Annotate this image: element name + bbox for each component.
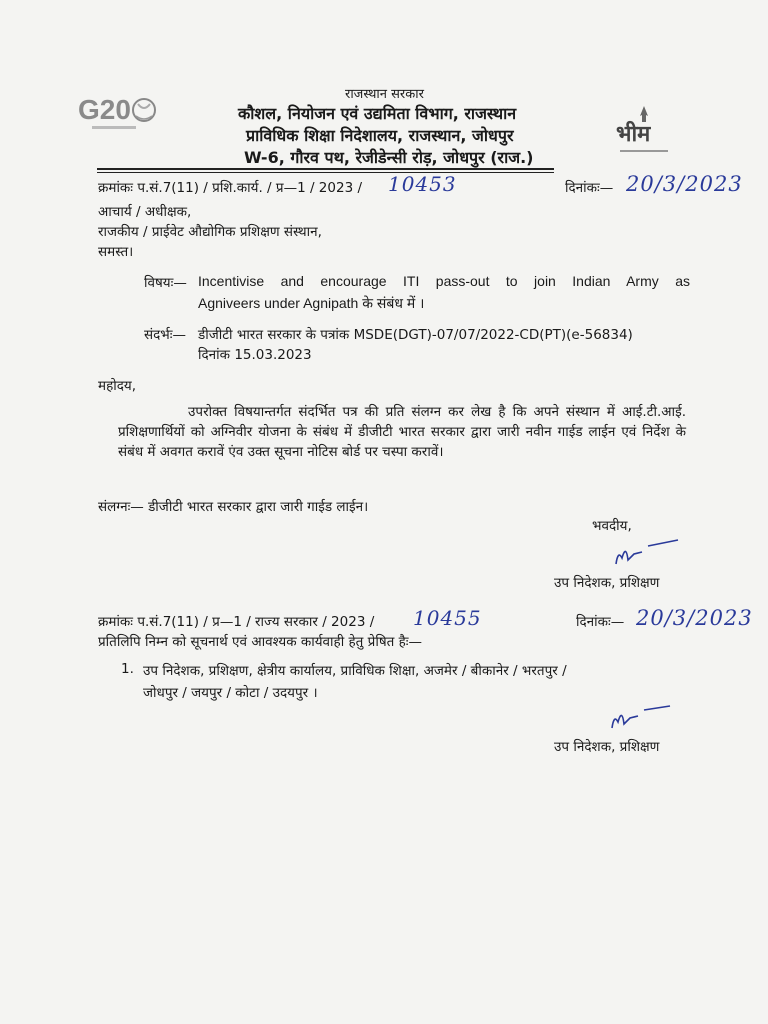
- copy-item-line2: जोधपुर / जयपुर / कोटा / उदयपुर ।: [143, 685, 318, 701]
- g20-logo-text: G20: [78, 94, 131, 125]
- ref2-handwritten-number: 10455: [413, 606, 482, 630]
- signatory-1: उप निदेशक, प्रशिक्षण: [554, 575, 660, 591]
- reference-label: संदर्भः—: [144, 327, 187, 343]
- ref2-date-label: दिनांकः—: [576, 614, 625, 630]
- body-paragraph: उपरोक्त विषयान्तर्गत संदर्भित पत्र की प्रति संलग्न कर लेख है कि अपने संस्थान में आई.टी.आई. प्रशिक्षणार्थियों को अग्निवीर योजना के संबंध में डीजीटी भारत सरकार द्वारा जारी नवीन गाईड लाईन एवं निर्देश के संबंध में अवगत करावें एंव उक्त सूचना नोटिस बोर्ड पर चस्पा करावें।: [118, 404, 686, 460]
- reference-line1: डीजीटी भारत सरकार के पत्रांक MSDE(DGT)-07/07/2022-CD(PT)(e-56834): [198, 327, 633, 343]
- bhim-logo: [614, 102, 674, 158]
- signatory-2: उप निदेशक, प्रशिक्षण: [554, 739, 660, 755]
- subject-label: विषयः—: [144, 275, 187, 291]
- header-dept: कौशल, नियोजन एवं उद्यमिता विभाग, राजस्थान: [238, 104, 517, 123]
- ref1-handwritten-number: 10453: [388, 172, 457, 196]
- signature-2: [604, 700, 684, 734]
- addressee-line1: आचार्य / अधीक्षक,: [98, 204, 192, 220]
- addressee-line3: समस्त।: [98, 244, 134, 260]
- bhim-logo-text: भीम: [616, 122, 651, 147]
- reference-line2: दिनांक 15.03.2023: [198, 347, 312, 363]
- ref2-number: क्रमांकः प.सं.7(11) / प्र—1 / राज्य सरकार / 2023 /: [98, 614, 375, 630]
- g20-logo: [78, 92, 158, 136]
- addressee-line2: राजकीय / प्राईवेट औद्योगिक प्रशिक्षण संस्थान,: [98, 224, 322, 240]
- copy-line: प्रतिलिपि निम्न को सूचनार्थ एवं आवश्यक कार्यवाही हेतु प्रेषित हैः—: [98, 634, 423, 650]
- signature-1: [608, 536, 688, 570]
- closing: भवदीय,: [592, 518, 632, 534]
- ref1-date: 20/3/2023: [626, 172, 743, 196]
- header-rule-top: [97, 168, 554, 170]
- header-rule-bottom: [97, 172, 554, 173]
- enclosure: संलग्नः— डीजीटी भारत सरकार द्वारा जारी गाईड लाईन।: [98, 499, 369, 515]
- header-govt: राजस्थान सरकार: [345, 87, 424, 102]
- ref1-number: क्रमांकः प.सं.7(11) / प्रशि.कार्य. / प्र—1 / 2023 /: [98, 180, 362, 196]
- copy-item-number: 1.: [121, 661, 134, 677]
- ref2-date: 20/3/2023: [636, 606, 753, 630]
- subject-line1: Incentivise and encourage ITI pass-out to join Indian Army as: [198, 273, 690, 289]
- header-address: W-6, गौरव पथ, रेजीडेन्सी रोड़, जोधपुर (राज.): [244, 148, 534, 167]
- copy-item-line1: उप निदेशक, प्रशिक्षण, क्षेत्रीय कार्यालय, प्राविधिक शिक्षा, अजमेर / बीकानेर / भरतपुर /: [143, 663, 567, 679]
- header-directorate: प्राविधिक शिक्षा निदेशालय, राजस्थान, जोधपुर: [246, 126, 514, 145]
- salutation: महोदय,: [98, 378, 137, 394]
- ref1-date-label: दिनांकः—: [565, 180, 614, 196]
- subject-line2: Agniveers under Agnipath के संबंध में ।: [198, 295, 425, 311]
